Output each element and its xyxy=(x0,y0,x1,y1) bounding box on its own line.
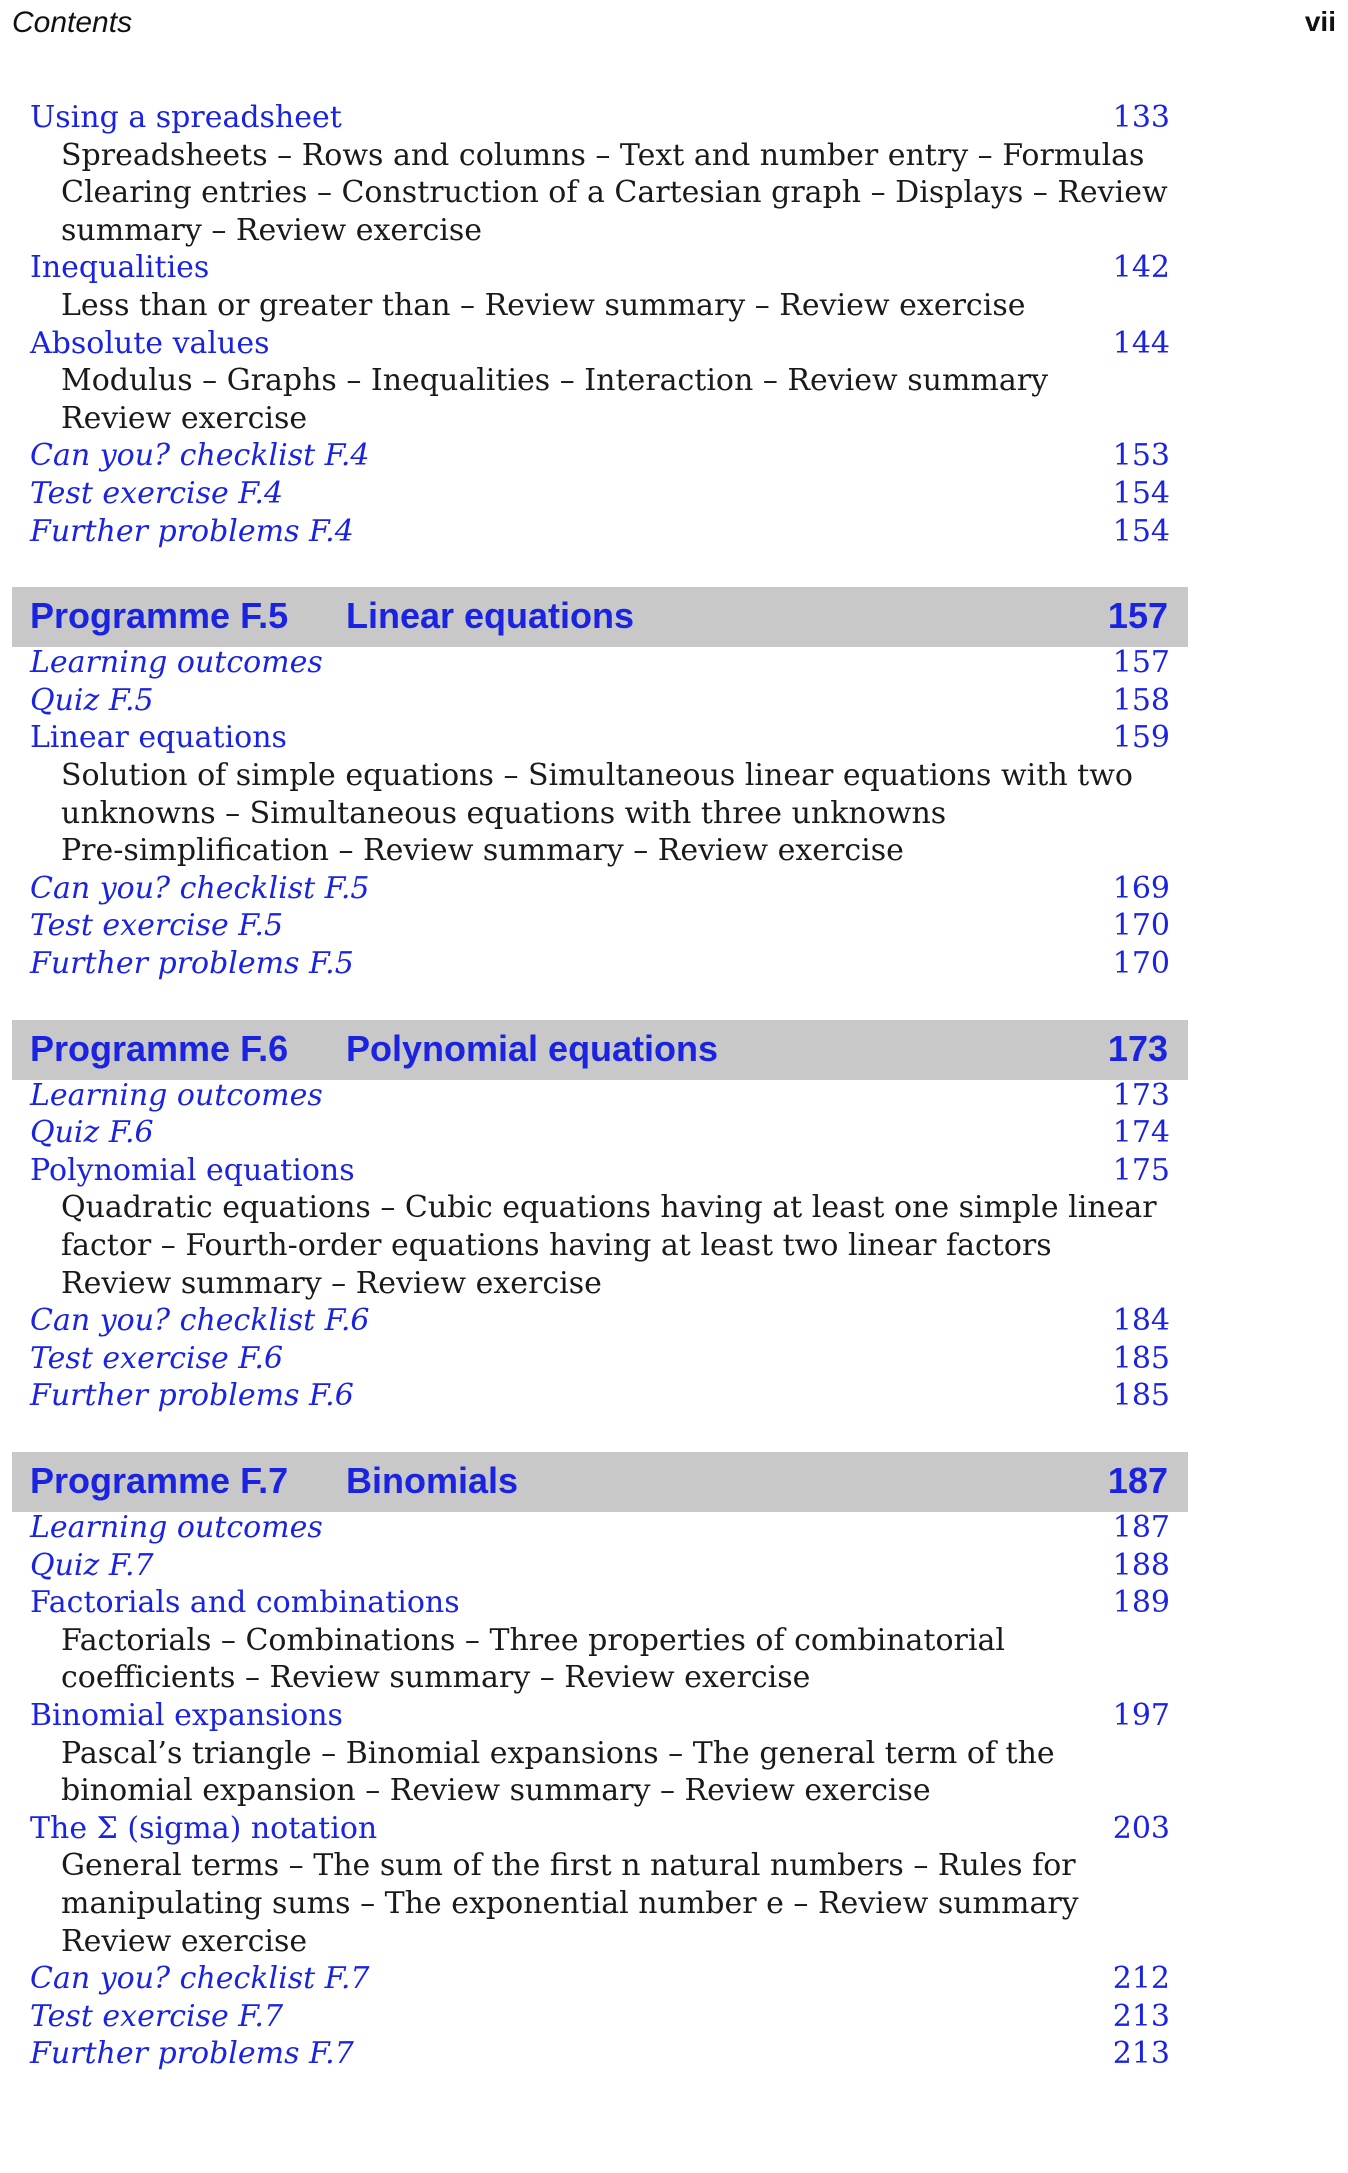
toc-entry-title[interactable]: Quiz F.5 xyxy=(30,682,154,718)
toc-subtopics-line: Less than or greater than – Review summary – Review exercise xyxy=(61,288,1026,323)
programme-title[interactable]: Binomials xyxy=(346,1460,519,1501)
toc-subtopics-line: General terms – The sum of the first n natural numbers – Rules for xyxy=(61,1848,1076,1884)
toc-entry[interactable] xyxy=(30,1077,1170,1115)
toc-entry-title[interactable]: Binomial expansions xyxy=(30,1698,343,1733)
toc-subtopics-line: Spreadsheets – Rows and columns – Text and number entry – Formulas xyxy=(61,137,1145,173)
toc-entry-page: 185 xyxy=(1112,1378,1170,1414)
toc-subtopics-line: Quadratic equations – Cubic equations having at least one simple linear xyxy=(61,1190,1157,1226)
toc-entry[interactable] xyxy=(30,870,1170,908)
running-header xyxy=(0,0,1348,56)
toc-entry-page: 154 xyxy=(1112,476,1170,511)
toc-entry-title[interactable]: The Σ (sigma) notation xyxy=(30,1810,378,1846)
programme-number: Programme F.6 xyxy=(30,1027,289,1069)
programme-page: 173 xyxy=(1107,1027,1168,1069)
toc-entry-title[interactable]: Further problems F.7 xyxy=(30,2036,354,2072)
programme-title[interactable]: Linear equations xyxy=(346,595,635,637)
toc-entry[interactable] xyxy=(30,513,1170,551)
toc-entry-title[interactable]: Factorials and combinations xyxy=(30,1585,460,1621)
toc-entry-page: 213 xyxy=(1112,2036,1170,2072)
toc-entry-page: 158 xyxy=(1112,682,1170,718)
toc-subtopics-line: Pre-simplification – Review summary – Review exercise xyxy=(61,833,904,869)
toc-entry[interactable] xyxy=(30,1697,1170,1735)
toc-entry-title[interactable]: Linear equations xyxy=(30,720,287,756)
toc-entry-page: 175 xyxy=(1112,1152,1170,1188)
toc-subtopics-line: factor – Fourth-order equations having at least two linear factors xyxy=(61,1228,1052,1263)
toc-entry[interactable] xyxy=(30,1998,1170,2036)
programme-page: 157 xyxy=(1107,595,1168,637)
toc-entry[interactable] xyxy=(30,1810,1170,1848)
programme-page: 187 xyxy=(1107,1460,1168,1501)
programme-number: Programme F.5 xyxy=(30,595,289,637)
toc-entry-page: 144 xyxy=(1112,325,1170,361)
toc-entry-page: 154 xyxy=(1112,513,1170,549)
toc-entry-page: 159 xyxy=(1112,720,1170,756)
toc-entry-title[interactable]: Can you? checklist F.6 xyxy=(30,1303,370,1339)
toc-entry-title[interactable]: Can you? checklist F.5 xyxy=(30,870,370,906)
toc-subtopics-line: Review exercise xyxy=(61,400,308,436)
toc-entry-page: 133 xyxy=(1112,100,1170,135)
toc-entry-page: 173 xyxy=(1112,1077,1170,1113)
toc-entry[interactable] xyxy=(30,1114,1170,1152)
toc-entry[interactable] xyxy=(30,1584,1170,1622)
toc-entry[interactable] xyxy=(30,945,1170,983)
toc-entry[interactable] xyxy=(30,1547,1170,1585)
programme-heading xyxy=(12,1020,1188,1080)
toc-entry-title[interactable]: Quiz F.7 xyxy=(30,1547,154,1583)
toc-entry-page: 157 xyxy=(1112,645,1170,681)
toc-entry[interactable] xyxy=(30,475,1170,513)
toc-entry-title[interactable]: Further problems F.5 xyxy=(30,946,354,981)
programme-number: Programme F.7 xyxy=(30,1460,289,1501)
toc-entry-title[interactable]: Test exercise F.6 xyxy=(30,1340,284,1376)
toc-entry[interactable] xyxy=(30,1509,1170,1547)
toc-entry-page: 170 xyxy=(1112,908,1170,944)
toc-entry[interactable] xyxy=(30,99,1170,137)
toc-entry-page: 153 xyxy=(1112,438,1170,474)
toc-entry[interactable] xyxy=(30,1960,1170,1998)
toc-entry-page: 185 xyxy=(1112,1340,1170,1376)
toc-entry-title[interactable]: Test exercise F.5 xyxy=(30,908,284,944)
toc-entry-title[interactable]: Can you? checklist F.7 xyxy=(30,1961,370,1997)
toc-entry-page: 174 xyxy=(1112,1115,1170,1151)
toc-entry-page: 184 xyxy=(1112,1303,1170,1339)
toc-entry[interactable] xyxy=(30,325,1170,363)
toc-entry-page: 170 xyxy=(1112,946,1170,981)
programme-title[interactable]: Polynomial equations xyxy=(346,1027,719,1069)
toc-entry[interactable] xyxy=(30,907,1170,945)
programme-heading xyxy=(12,587,1188,647)
toc-subtopics-line: Review summary – Review exercise xyxy=(61,1265,602,1301)
toc-subtopics-line: Factorials – Combinations – Three properties of combinatorial xyxy=(61,1622,1005,1658)
toc-entry[interactable] xyxy=(30,1302,1170,1340)
toc-entry[interactable] xyxy=(30,249,1170,287)
toc-entry-title[interactable]: Inequalities xyxy=(30,250,210,286)
toc-entry-page: 213 xyxy=(1112,1998,1170,2034)
toc-entry[interactable] xyxy=(30,682,1170,720)
toc-entry-title[interactable]: Using a spreadsheet xyxy=(30,100,342,135)
programme-heading xyxy=(12,1452,1188,1512)
toc-entry[interactable] xyxy=(30,1340,1170,1378)
toc-entry[interactable] xyxy=(30,719,1170,757)
toc-entry-page: 187 xyxy=(1112,1510,1170,1545)
toc-entry-page: 197 xyxy=(1112,1698,1170,1733)
toc-entry[interactable] xyxy=(30,1377,1170,1415)
toc-entry-title[interactable]: Learning outcomes xyxy=(30,1077,323,1113)
toc-entry-page: 203 xyxy=(1112,1810,1170,1846)
toc-entry-page: 169 xyxy=(1112,870,1170,906)
toc-subtopics-line: Review exercise xyxy=(61,1923,308,1959)
toc-entry-page: 142 xyxy=(1112,250,1170,286)
running-header-page-number: vii xyxy=(1304,6,1336,37)
toc-entry-title[interactable]: Learning outcomes xyxy=(30,1510,323,1545)
toc-entry[interactable] xyxy=(30,1152,1170,1190)
toc-subtopics-line: Solution of simple equations – Simultaneous linear equations with two xyxy=(61,758,1133,793)
toc-subtopics-line: binomial expansion – Review summary – Review exercise xyxy=(61,1773,931,1809)
toc-subtopics-line: Clearing entries – Construction of a Cartesian graph – Displays – Review xyxy=(61,175,1168,211)
running-header-section: Contents xyxy=(12,6,133,39)
toc-entry[interactable] xyxy=(30,2035,1170,2073)
toc-subtopics-line: coefficients – Review summary – Review exercise xyxy=(61,1660,811,1696)
toc-entry-title[interactable]: Test exercise F.7 xyxy=(30,1998,284,2034)
toc-entry-title[interactable]: Can you? checklist F.4 xyxy=(30,438,370,474)
toc-entry[interactable] xyxy=(30,644,1170,682)
toc-entry-title[interactable]: Test exercise F.4 xyxy=(30,476,284,511)
toc-subtopics-line: manipulating sums – The exponential number e – Review summary xyxy=(61,1886,1079,1921)
toc-entry-title[interactable]: Quiz F.6 xyxy=(30,1115,154,1151)
toc-entry-title[interactable]: Absolute values xyxy=(30,325,270,361)
toc-entry-title[interactable]: Further problems F.4 xyxy=(30,513,354,549)
toc-subtopics-line: Pascal’s triangle – Binomial expansions – The general term of the xyxy=(61,1735,1055,1771)
toc-entry-page: 189 xyxy=(1112,1585,1170,1621)
toc-entry-title[interactable]: Polynomial equations xyxy=(30,1152,355,1188)
toc-subtopics-line: summary – Review exercise xyxy=(61,212,483,248)
toc-subtopics-line: unknowns – Simultaneous equations with three unknowns xyxy=(61,795,947,831)
toc-entry-title[interactable]: Learning outcomes xyxy=(30,645,323,681)
toc-subtopics-line: Modulus – Graphs – Inequalities – Interaction – Review summary xyxy=(61,363,1049,399)
toc-entry-page: 212 xyxy=(1112,1961,1170,1997)
toc-entry[interactable] xyxy=(30,437,1170,475)
toc-entry-title[interactable]: Further problems F.6 xyxy=(30,1378,354,1414)
toc-entry-page: 188 xyxy=(1112,1547,1170,1583)
